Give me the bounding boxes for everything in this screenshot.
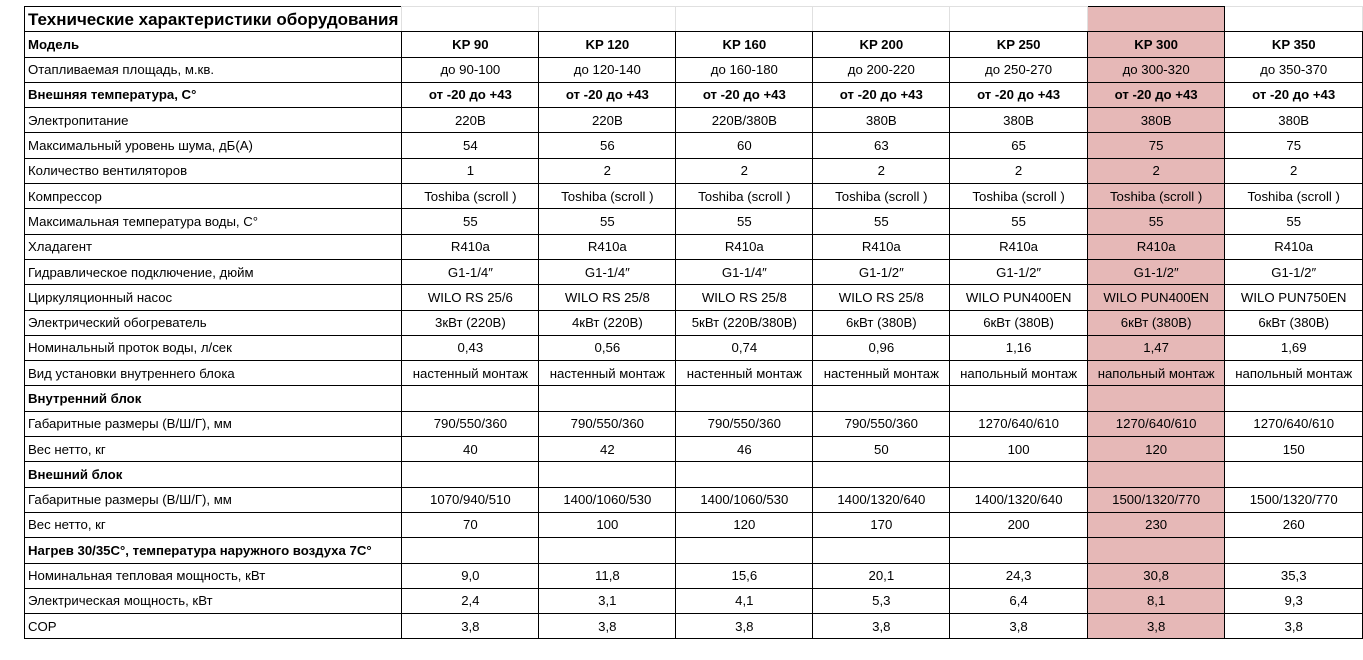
table-cell: WILO RS 25/8 [676,285,813,310]
table-cell: 55 [1087,209,1225,234]
table-cell: 5,3 [813,588,950,613]
table-cell: R410a [402,234,539,259]
table-cell [1087,462,1225,487]
table-cell: 2 [950,158,1088,183]
table-cell: 1070/940/510 [402,487,539,512]
table-cell: 56 [539,133,676,158]
table-row [25,512,1363,537]
table-cell: 50 [813,437,950,462]
row-label: Номинальный проток воды, л/сек [25,335,402,360]
table-cell: R410a [676,234,813,259]
table-cell: 3,8 [676,614,813,639]
model-header-cell: KP 200 [813,32,950,57]
table-cell: 55 [1225,209,1363,234]
spec-table [24,6,1363,639]
table-cell: G1-1/4″ [676,259,813,284]
table-cell: 6,4 [950,588,1088,613]
table-cell: 0,74 [676,335,813,360]
table-cell: 6кВт (380В) [813,310,950,335]
table-row [25,285,1363,310]
table-cell: R410a [950,234,1088,259]
table-cell: R410a [813,234,950,259]
table-row [25,209,1363,234]
table-cell: G1-1/2″ [1087,259,1225,284]
table-cell: 220В/380В [676,108,813,133]
table-cell: 75 [1225,133,1363,158]
table-cell: до 90-100 [402,57,539,82]
table-cell: настенный монтаж [813,361,950,386]
table-cell: Toshiba (scroll ) [813,184,950,209]
table-cell: WILO PUN400EN [950,285,1088,310]
table-cell [676,386,813,411]
table-cell [539,386,676,411]
table-row [25,614,1363,639]
title-empty-cell [539,7,676,32]
row-label: Электрическая мощность, кВт [25,588,402,613]
table-cell: 100 [539,512,676,537]
table-cell: 170 [813,512,950,537]
model-header-cell: KP 300 [1087,32,1225,57]
table-cell: Toshiba (scroll ) [676,184,813,209]
table-cell: настенный монтаж [676,361,813,386]
table-cell: 5кВт (220В/380В) [676,310,813,335]
table-cell [539,538,676,563]
row-label: Гидравлическое подключение, дюйм [25,259,402,284]
table-cell [1087,538,1225,563]
table-cell: от -20 до +43 [539,82,676,107]
table-cell: напольный монтаж [1225,361,1363,386]
table-cell: WILO PUN400EN [1087,285,1225,310]
table-cell: от -20 до +43 [676,82,813,107]
model-header-cell: KP 120 [539,32,676,57]
title-empty-cell [1225,7,1363,32]
model-header-cell: KP 250 [950,32,1088,57]
table-cell: 3,8 [539,614,676,639]
title-empty-cell [402,7,539,32]
model-header-cell: KP 160 [676,32,813,57]
table-cell: 60 [676,133,813,158]
table-cell: 65 [950,133,1088,158]
section-label: Нагрев 30/35С°, температура наружного воздуха 7С° [25,538,402,563]
row-label: Максимальный уровень шума, дБ(А) [25,133,402,158]
row-label: Хладагент [25,234,402,259]
table-cell: 35,3 [1225,563,1363,588]
table-cell: 4кВт (220В) [539,310,676,335]
table-cell [813,538,950,563]
table-cell: WILO RS 25/6 [402,285,539,310]
section-label: Внутренний блок [25,386,402,411]
table-cell: 55 [813,209,950,234]
table-cell: 30,8 [1087,563,1225,588]
table-cell: 790/550/360 [539,411,676,436]
table-cell: G1-1/2″ [1225,259,1363,284]
spec-table-body [25,7,1363,639]
table-cell: 24,3 [950,563,1088,588]
table-cell [950,462,1088,487]
table-cell: до 300-320 [1087,57,1225,82]
title-empty-cell [813,7,950,32]
table-cell: Toshiba (scroll ) [539,184,676,209]
row-label: Электрический обогреватель [25,310,402,335]
table-cell: 220В [402,108,539,133]
table-cell: 75 [1087,133,1225,158]
table-cell: 3кВт (220В) [402,310,539,335]
table-cell: 6кВт (380В) [950,310,1088,335]
row-label: Внешняя температура, С° [25,82,402,107]
table-cell: от -20 до +43 [1087,82,1225,107]
table-cell: 3,8 [950,614,1088,639]
table-cell: 3,8 [1225,614,1363,639]
table-cell: 2 [539,158,676,183]
table-cell [402,386,539,411]
table-cell [950,538,1088,563]
table-cell: от -20 до +43 [813,82,950,107]
section-row [25,538,1363,563]
table-cell: 4,1 [676,588,813,613]
table-cell: R410a [1087,234,1225,259]
model-header-cell: KP 90 [402,32,539,57]
table-cell: 8,1 [1087,588,1225,613]
table-row [25,259,1363,284]
table-cell: 220В [539,108,676,133]
table-cell [950,386,1088,411]
table-cell: 380В [950,108,1088,133]
table-cell: 1,16 [950,335,1088,360]
table-row [25,411,1363,436]
table-cell: 3,8 [813,614,950,639]
row-label: Габаритные размеры (В/Ш/Г), мм [25,487,402,512]
table-cell: 63 [813,133,950,158]
table-cell [539,462,676,487]
table-cell: 790/550/360 [676,411,813,436]
table-cell: 380В [813,108,950,133]
row-label: Компрессор [25,184,402,209]
table-cell: Toshiba (scroll ) [950,184,1088,209]
row-label: Отапливаемая площадь, м.кв. [25,57,402,82]
table-cell: 100 [950,437,1088,462]
table-cell: 70 [402,512,539,537]
table-cell: 380В [1225,108,1363,133]
table-cell: WILO RS 25/8 [813,285,950,310]
table-cell: 0,56 [539,335,676,360]
title-row [25,7,1363,32]
table-cell: настенный монтаж [539,361,676,386]
section-label: Внешний блок [25,462,402,487]
model-header-cell: KP 350 [1225,32,1363,57]
table-cell: 6кВт (380В) [1087,310,1225,335]
table-row [25,184,1363,209]
table-cell: до 160-180 [676,57,813,82]
table-cell: 20,1 [813,563,950,588]
table-cell [402,462,539,487]
row-label: Габаритные размеры (В/Ш/Г), мм [25,411,402,436]
table-cell: от -20 до +43 [950,82,1088,107]
table-cell: 0,96 [813,335,950,360]
table-cell [402,538,539,563]
table-cell: 54 [402,133,539,158]
table-cell: 9,3 [1225,588,1363,613]
table-cell: 230 [1087,512,1225,537]
table-cell: 1,69 [1225,335,1363,360]
table-row [25,57,1363,82]
table-cell [1225,386,1363,411]
table-cell: 3,1 [539,588,676,613]
table-row [25,437,1363,462]
table-cell: 1500/1320/770 [1087,487,1225,512]
table-cell: Toshiba (scroll ) [1087,184,1225,209]
table-cell: G1-1/2″ [950,259,1088,284]
row-label: Номинальная тепловая мощность, кВт [25,563,402,588]
title-empty-cell [950,7,1088,32]
table-cell: R410a [539,234,676,259]
table-cell [1087,386,1225,411]
table-cell: от -20 до +43 [1225,82,1363,107]
table-cell: 15,6 [676,563,813,588]
table-row [25,335,1363,360]
table-cell: 2,4 [402,588,539,613]
table-cell: 790/550/360 [402,411,539,436]
table-cell: до 350-370 [1225,57,1363,82]
table-cell: 1,47 [1087,335,1225,360]
table-cell: 2 [676,158,813,183]
table-cell: 1 [402,158,539,183]
row-label: Максимальная температура воды, С° [25,209,402,234]
section-row [25,462,1363,487]
table-cell: настенный монтаж [402,361,539,386]
table-cell: до 250-270 [950,57,1088,82]
table-cell: 55 [402,209,539,234]
title-empty-cell [676,7,813,32]
table-row [25,82,1363,107]
table-cell: G1-1/4″ [402,259,539,284]
table-row [25,108,1363,133]
table-cell: 55 [539,209,676,234]
table-cell: 200 [950,512,1088,537]
row-label: Количество вентиляторов [25,158,402,183]
table-cell: 1500/1320/770 [1225,487,1363,512]
table-cell: WILO PUN750EN [1225,285,1363,310]
spec-sheet [24,6,1363,639]
table-cell: Toshiba (scroll ) [402,184,539,209]
table-cell: 40 [402,437,539,462]
table-title: Технические характеристики оборудования [25,7,402,32]
table-cell: 3,8 [1087,614,1225,639]
table-cell: 1270/640/610 [1087,411,1225,436]
table-cell: 42 [539,437,676,462]
table-cell: G1-1/4″ [539,259,676,284]
table-cell: 790/550/360 [813,411,950,436]
table-row [25,158,1363,183]
table-row [25,588,1363,613]
table-cell: 1400/1320/640 [950,487,1088,512]
table-cell: WILO RS 25/8 [539,285,676,310]
table-cell: 150 [1225,437,1363,462]
table-cell: R410a [1225,234,1363,259]
table-row [25,310,1363,335]
row-label: Модель [25,32,402,57]
table-cell: 6кВт (380В) [1225,310,1363,335]
row-label: COP [25,614,402,639]
table-row [25,133,1363,158]
table-cell: напольный монтаж [950,361,1088,386]
row-label: Циркуляционный насос [25,285,402,310]
table-row [25,234,1363,259]
row-label: Вес нетто, кг [25,437,402,462]
table-cell: до 120-140 [539,57,676,82]
row-label: Вид установки внутреннего блока [25,361,402,386]
table-cell: 120 [676,512,813,537]
table-cell: напольный монтаж [1087,361,1225,386]
table-cell: 2 [1087,158,1225,183]
table-cell: 55 [676,209,813,234]
table-cell: от -20 до +43 [402,82,539,107]
table-cell: 120 [1087,437,1225,462]
table-cell [1225,462,1363,487]
table-cell: 3,8 [402,614,539,639]
table-cell: 11,8 [539,563,676,588]
table-row [25,361,1363,386]
table-cell: 0,43 [402,335,539,360]
table-cell: 1270/640/610 [950,411,1088,436]
table-cell: до 200-220 [813,57,950,82]
table-cell: 55 [950,209,1088,234]
table-cell: 2 [813,158,950,183]
table-cell [1225,538,1363,563]
table-cell: 380В [1087,108,1225,133]
table-cell: 1400/1060/530 [539,487,676,512]
table-cell: 1400/1320/640 [813,487,950,512]
section-row [25,386,1363,411]
table-cell: 260 [1225,512,1363,537]
table-cell: 46 [676,437,813,462]
table-cell [813,386,950,411]
table-cell: 1400/1060/530 [676,487,813,512]
table-cell: Toshiba (scroll ) [1225,184,1363,209]
model-header-row [25,32,1363,57]
table-cell: 1270/640/610 [1225,411,1363,436]
table-cell [676,462,813,487]
table-cell: G1-1/2″ [813,259,950,284]
table-cell [676,538,813,563]
title-empty-cell-highlighted [1087,7,1225,32]
row-label: Электропитание [25,108,402,133]
table-cell: 2 [1225,158,1363,183]
table-row [25,563,1363,588]
table-row [25,487,1363,512]
table-cell [813,462,950,487]
row-label: Вес нетто, кг [25,512,402,537]
table-cell: 9,0 [402,563,539,588]
